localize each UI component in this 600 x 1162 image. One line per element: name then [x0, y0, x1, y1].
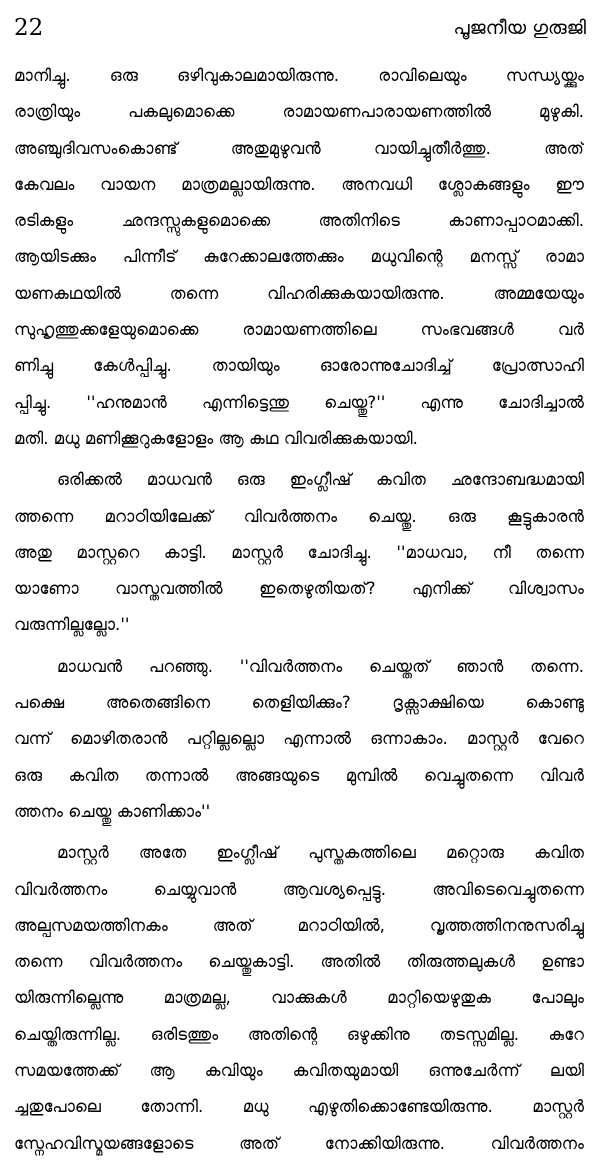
text-line: രടികളും ഛന്ദസ്സുകളുമൊക്കെ അതിനിടെ കാണാപ്പാഠമാക്കി. — [14, 211, 584, 231]
text-line: യാണോ വാസ്തവത്തിൽ ഇതെഴുതിയത്? എനിക്ക് വിശ്വാസം — [14, 579, 584, 599]
text-line: ണിച്ചു കേൾപ്പിച്ചു. തായിയും ഓരോന്നുചോദിച്ച് പ്രോത്സാഹി — [14, 356, 584, 376]
text-line: ഒരു കവിത തന്നാൽ അങ്ങയുടെ മുമ്പിൽ വെച്ചുതന്നെ വിവർ — [14, 765, 584, 785]
text-line: അതു മാസ്റ്ററെ കാട്ടി. മാസ്റ്റർ ചോദിച്ചു. ''മാധവാ, നീ തന്നെ — [14, 542, 584, 562]
text-line: ച്ചതുപോലെ തോന്നി. മധു എഴുതിക്കൊണ്ടേയിരുന്നു. മാസ്റ്റർ — [14, 1097, 584, 1117]
running-title: പൂജനീയ ഗുരുജി — [453, 17, 586, 39]
text-line: ആയിടക്കും പിന്നീട് കുറേക്കാലത്തേക്കും മധുവിന്റെ മനസ്സ് രാമാ — [14, 247, 584, 267]
text-line: ത്തനം ചെയ്തു കാണിക്കാം'' — [14, 801, 211, 821]
text-line: മാധവൻ പറഞ്ഞു. ''വിവർത്തനം ചെയ്തത് ഞാൻ തന്നെ. — [57, 656, 584, 676]
text-line: ത്തന്നെ മറാഠിയിലേക്ക് വിവർത്തനം ചെയ്തു. ഒരു കൂട്ടുകാരൻ — [14, 506, 584, 526]
text-line: ചെയ്തിരുന്നില്ല. ഒരിടത്തും അതിന്റെ ഒഴുക്കിനു തടസ്സമില്ല. കുറേ — [14, 1024, 584, 1044]
page-number: 22 — [14, 15, 44, 41]
paragraph — [14, 835, 584, 1162]
text-line: പക്ഷെ അതെങ്ങിനെ തെളിയിക്കും? ദൃക്സാക്ഷിയെ കൊണ്ടു — [14, 693, 584, 713]
text-line: തന്നെ വിവർത്തനം ചെയ്തുകാട്ടി. അതിൽ തിരുത്തലുകൾ ഉണ്ടാ — [14, 952, 584, 972]
text-line: വിവർത്തനം ചെയ്യുവാൻ ആവശ്യപ്പെട്ടു. അവിടെവെച്ചുതന്നെ — [14, 879, 584, 899]
text-line: രാത്രിയും പകലുമൊക്കെ രാമായണപാരായണത്തിൽ മുഴുകി. — [14, 102, 584, 122]
text-line: മതി. മധു മണിക്കൂറുകളോളം ആ കഥ വിവരിക്കുകയായി. — [14, 428, 418, 448]
text-line: കേവലം വായന മാത്രമല്ലായിരുന്നു. അനവധി ശ്ലോകങ്ങളും ഈ — [14, 174, 584, 194]
text-line: സ്നേഹവിസ്മയങ്ങളോടെ അത് നോക്കിയിരുന്നു. വിവർത്തനം — [14, 1133, 584, 1153]
text-line: വന്ന് മൊഴിതരാൻ പറ്റില്ലല്ലൊ എന്നാൽ ഒന്നാകാം. മാസ്റ്റർ വേറെ — [14, 729, 584, 749]
text-line: പ്പിച്ചു. ''ഹനുമാൻ എന്നിട്ടെന്തു ചെയ്തു?'' എന്നു ചോദിച്ചാൽ — [14, 392, 584, 412]
text-line: അഞ്ചുദിവസംകൊണ്ട് അതുമുഴുവൻ വായിച്ചുതീർത്തു. അത് — [14, 138, 584, 158]
body-text — [14, 58, 584, 1162]
text-line: മാനിച്ചു. ഒരു ഒഴിവുകാലമായിരുന്നു. രാവിലെയും സന്ധ്യയ്ക്കും — [14, 66, 584, 85]
text-line: ഒരിക്കൽ മാധവൻ ഒരു ഇംഗ്ലീഷ് കവിത ഛന്ദോബദ്ധമായി — [57, 470, 584, 490]
page-header — [14, 8, 586, 48]
text-line: സമയത്തേക്ക് ആ കവിയും കവിതയുമായി ഒന്നുചേർന്ന് ലയി — [14, 1061, 584, 1081]
text-line: മാസ്റ്റർ അതേ ഇംഗ്ലീഷ് പുസ്തകത്തിലെ മറ്റൊരു കവിത — [57, 843, 584, 863]
paragraph — [14, 649, 584, 830]
text-line: വരുന്നില്ലല്ലോ.'' — [14, 615, 130, 635]
text-line: അല്പസമയത്തിനകം അത് മറാഠിയിൽ, വൃത്തത്തിനനുസരിച്ചു — [14, 915, 584, 935]
paragraph — [14, 462, 584, 643]
text-line: യിരുന്നില്ലെന്നു മാത്രമല്ല, വാക്കുകൾ മാറ്റിയെഴുതുക പോലും — [14, 988, 584, 1008]
text-line: യണകഥയിൽ തന്നെ വിഹരിക്കുകയായിരുന്നു. അമ്മയേയും — [14, 283, 584, 303]
text-line: സുഹൃത്തുക്കളേയുമൊക്കെ രാമായണത്തിലെ സംഭവങ്ങൾ വർ — [14, 320, 584, 340]
paragraph — [14, 58, 584, 457]
